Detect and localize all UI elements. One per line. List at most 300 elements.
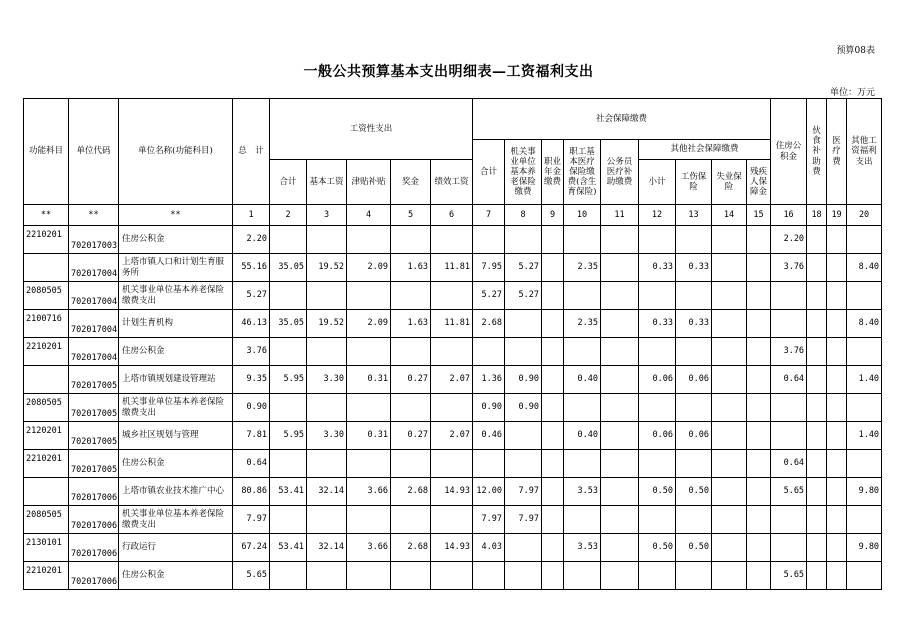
header-performance-wage: 绩效工资	[431, 160, 473, 205]
amount-cell-c3: 19.52	[307, 310, 347, 338]
amount-cell-c7: 12.00	[473, 478, 505, 506]
amount-cell-total: 67.24	[233, 534, 270, 562]
amount-cell-c11	[601, 310, 639, 338]
column-index-cell: 12	[639, 205, 676, 226]
amount-cell-c10: 2.35	[564, 254, 601, 282]
header-bonus: 奖金	[391, 160, 431, 205]
amount-cell-c7: 0.46	[473, 422, 505, 450]
amount-cell-total: 2.20	[233, 226, 270, 254]
amount-cell-c16: 3.76	[771, 338, 807, 366]
amount-cell-total: 0.64	[233, 450, 270, 478]
amount-cell-c14	[712, 422, 747, 450]
amount-cell-c13: 0.50	[676, 534, 712, 562]
header-allowance: 津贴补贴	[347, 160, 391, 205]
amount-cell-c13	[676, 506, 712, 534]
amount-cell-c16	[771, 282, 807, 310]
amount-cell-c14	[712, 394, 747, 422]
amount-cell-c4: 2.09	[347, 254, 391, 282]
amount-cell-c14	[712, 562, 747, 590]
amount-cell-c18	[807, 394, 827, 422]
amount-cell-c7: 0.90	[473, 394, 505, 422]
amount-cell-c4: 2.09	[347, 310, 391, 338]
column-index-cell: 14	[712, 205, 747, 226]
unit-code-cell: 702017006	[69, 506, 119, 534]
amount-cell-c4	[347, 562, 391, 590]
amount-cell-c7	[473, 562, 505, 590]
amount-cell-c2	[270, 282, 307, 310]
amount-cell-c13	[676, 226, 712, 254]
unit-code-cell: 702017006	[69, 534, 119, 562]
amount-cell-total: 0.90	[233, 394, 270, 422]
column-index-cell: 11	[601, 205, 639, 226]
amount-cell-total: 55.16	[233, 254, 270, 282]
amount-cell-c3	[307, 338, 347, 366]
amount-cell-c12	[639, 562, 676, 590]
amount-cell-c20	[847, 450, 882, 478]
amount-cell-c6: 2.07	[431, 366, 473, 394]
amount-cell-c5: 1.63	[391, 310, 431, 338]
amount-cell-c6: 14.93	[431, 534, 473, 562]
function-code-cell: 2080505	[24, 506, 69, 534]
amount-cell-c20: 8.40	[847, 310, 882, 338]
amount-cell-c11	[601, 450, 639, 478]
amount-cell-c8	[505, 226, 542, 254]
header-total: 总 计	[233, 99, 270, 205]
amount-cell-c10	[564, 338, 601, 366]
amount-cell-c8	[505, 422, 542, 450]
amount-cell-c20	[847, 394, 882, 422]
amount-cell-c8	[505, 534, 542, 562]
amount-cell-c4	[347, 226, 391, 254]
amount-cell-c14	[712, 310, 747, 338]
amount-cell-c14	[712, 506, 747, 534]
header-injury-insurance: 工伤保险	[676, 160, 712, 205]
amount-cell-c6	[431, 338, 473, 366]
amount-cell-c13	[676, 394, 712, 422]
amount-cell-c14	[712, 534, 747, 562]
amount-cell-c7: 5.27	[473, 282, 505, 310]
amount-cell-c8: 7.97	[505, 478, 542, 506]
amount-cell-c8	[505, 310, 542, 338]
amount-cell-c6	[431, 226, 473, 254]
amount-cell-c9	[542, 506, 564, 534]
amount-cell-c6	[431, 394, 473, 422]
amount-cell-c12: 0.50	[639, 478, 676, 506]
unit-name-cell: 住房公积金	[119, 338, 233, 366]
amount-cell-c11	[601, 394, 639, 422]
amount-cell-c15	[747, 366, 771, 394]
function-code-cell: 2130101	[24, 534, 69, 562]
amount-cell-total: 5.65	[233, 562, 270, 590]
amount-cell-c4: 3.66	[347, 478, 391, 506]
unit-code-cell: 702017004	[69, 254, 119, 282]
amount-cell-c3	[307, 450, 347, 478]
amount-cell-c10: 2.35	[564, 310, 601, 338]
amount-cell-c7: 4.03	[473, 534, 505, 562]
amount-cell-total: 3.76	[233, 338, 270, 366]
unit-name-cell: 机关事业单位基本养老保险缴费支出	[119, 506, 233, 534]
header-pension-insurance: 机关事业单位基本养老保险缴费	[505, 140, 542, 205]
amount-cell-c13: 0.50	[676, 478, 712, 506]
amount-cell-c13	[676, 282, 712, 310]
amount-cell-c3	[307, 282, 347, 310]
amount-cell-c19	[827, 478, 847, 506]
amount-cell-total: 9.35	[233, 366, 270, 394]
column-index-cell: 9	[542, 205, 564, 226]
table-row	[24, 226, 882, 254]
amount-cell-c5	[391, 394, 431, 422]
table-row	[24, 478, 882, 506]
amount-cell-c4	[347, 338, 391, 366]
amount-cell-c16: 5.65	[771, 562, 807, 590]
amount-cell-c13	[676, 450, 712, 478]
header-other-social-group: 其他社会保障缴费	[639, 140, 771, 160]
amount-cell-c6: 2.07	[431, 422, 473, 450]
amount-cell-c20	[847, 338, 882, 366]
budget-table	[23, 98, 882, 590]
function-code-cell: 2080505	[24, 394, 69, 422]
amount-cell-c15	[747, 310, 771, 338]
header-occupational-annuity: 职业年金缴费	[542, 140, 564, 205]
amount-cell-c14	[712, 254, 747, 282]
table-row	[24, 310, 882, 338]
header-unemployment-insurance: 失业保险	[712, 160, 747, 205]
column-index-cell: 7	[473, 205, 505, 226]
amount-cell-c5: 2.68	[391, 534, 431, 562]
amount-cell-c3	[307, 562, 347, 590]
function-code-cell	[24, 478, 69, 506]
table-row	[24, 282, 882, 310]
amount-cell-c7	[473, 338, 505, 366]
amount-cell-c8: 5.27	[505, 282, 542, 310]
amount-cell-c10	[564, 450, 601, 478]
unit-code-cell: 702017004	[69, 338, 119, 366]
unit-code-cell: 702017003	[69, 226, 119, 254]
unit-name-cell: 城乡社区规划与管理	[119, 422, 233, 450]
amount-cell-c5: 1.63	[391, 254, 431, 282]
amount-cell-c15	[747, 394, 771, 422]
amount-cell-c5: 2.68	[391, 478, 431, 506]
unit-name-cell: 上塔市镇人口和计划生育服务所	[119, 254, 233, 282]
amount-cell-c18	[807, 366, 827, 394]
amount-cell-c20	[847, 282, 882, 310]
amount-cell-c6	[431, 562, 473, 590]
column-index-cell: 6	[431, 205, 473, 226]
unit-code-cell: 702017004	[69, 310, 119, 338]
amount-cell-c4	[347, 394, 391, 422]
amount-cell-c2: 5.95	[270, 422, 307, 450]
amount-cell-c5	[391, 282, 431, 310]
header-social-group: 社会保障缴费	[473, 99, 771, 140]
amount-cell-c20	[847, 562, 882, 590]
amount-cell-c11	[601, 254, 639, 282]
function-code-cell: 2080505	[24, 282, 69, 310]
amount-cell-c2: 35.05	[270, 310, 307, 338]
amount-cell-c14	[712, 478, 747, 506]
header-basic-wage: 基本工资	[307, 160, 347, 205]
amount-cell-c19	[827, 282, 847, 310]
header-salary-total: 合计	[270, 160, 307, 205]
amount-cell-c14	[712, 226, 747, 254]
unit-name-cell: 住房公积金	[119, 226, 233, 254]
table-row	[24, 394, 882, 422]
column-index-cell: 15	[747, 205, 771, 226]
amount-cell-c5	[391, 226, 431, 254]
unit-code-cell: 702017006	[69, 478, 119, 506]
amount-cell-c5: 0.27	[391, 422, 431, 450]
amount-cell-c12	[639, 450, 676, 478]
table-row	[24, 562, 882, 590]
header-other-subtotal: 小计	[639, 160, 676, 205]
amount-cell-c10: 0.40	[564, 422, 601, 450]
unit-code-cell: 702017006	[69, 562, 119, 590]
amount-cell-c18	[807, 226, 827, 254]
header-name: 单位名称(功能科目)	[119, 99, 233, 205]
amount-cell-c6: 11.81	[431, 254, 473, 282]
column-index-cell: **	[69, 205, 119, 226]
amount-cell-c16	[771, 534, 807, 562]
amount-cell-c16	[771, 506, 807, 534]
amount-cell-total: 46.13	[233, 310, 270, 338]
amount-cell-c2: 5.95	[270, 366, 307, 394]
column-index-cell: 20	[847, 205, 882, 226]
amount-cell-c4: 0.31	[347, 366, 391, 394]
amount-cell-c2: 53.41	[270, 478, 307, 506]
amount-cell-c15	[747, 226, 771, 254]
amount-cell-c6	[431, 506, 473, 534]
table-row	[24, 422, 882, 450]
amount-cell-c18	[807, 254, 827, 282]
amount-cell-c5	[391, 506, 431, 534]
function-code-cell	[24, 366, 69, 394]
amount-cell-c2: 53.41	[270, 534, 307, 562]
amount-cell-c8	[505, 450, 542, 478]
amount-cell-c10: 3.53	[564, 534, 601, 562]
amount-cell-c4	[347, 450, 391, 478]
amount-cell-c2	[270, 562, 307, 590]
table-row	[24, 450, 882, 478]
amount-cell-c19	[827, 254, 847, 282]
function-code-cell	[24, 254, 69, 282]
amount-cell-c11	[601, 534, 639, 562]
header-other-welfare: 其他工资福利支出	[847, 99, 882, 205]
table-row	[24, 506, 882, 534]
amount-cell-c11	[601, 422, 639, 450]
amount-cell-c19	[827, 450, 847, 478]
amount-cell-c19	[827, 310, 847, 338]
column-index-cell: 8	[505, 205, 542, 226]
amount-cell-c9	[542, 422, 564, 450]
amount-cell-c5: 0.27	[391, 366, 431, 394]
amount-cell-c2: 35.05	[270, 254, 307, 282]
amount-cell-c8	[505, 562, 542, 590]
header-meal-allowance: 伙食补助费	[807, 99, 827, 205]
amount-cell-c16	[771, 310, 807, 338]
amount-cell-c16	[771, 422, 807, 450]
amount-cell-total: 7.81	[233, 422, 270, 450]
amount-cell-c11	[601, 366, 639, 394]
amount-cell-c2	[270, 506, 307, 534]
amount-cell-c6: 14.93	[431, 478, 473, 506]
header-medical: 医疗费	[827, 99, 847, 205]
amount-cell-c18	[807, 310, 827, 338]
amount-cell-c8: 5.27	[505, 254, 542, 282]
amount-cell-c18	[807, 562, 827, 590]
amount-cell-c15	[747, 338, 771, 366]
amount-cell-c9	[542, 534, 564, 562]
amount-cell-c3: 19.52	[307, 254, 347, 282]
amount-cell-c14	[712, 450, 747, 478]
amount-cell-c13: 0.06	[676, 422, 712, 450]
amount-cell-c18	[807, 506, 827, 534]
amount-cell-c16: 0.64	[771, 450, 807, 478]
amount-cell-c9	[542, 254, 564, 282]
amount-cell-c15	[747, 450, 771, 478]
amount-cell-c12	[639, 394, 676, 422]
amount-cell-c9	[542, 562, 564, 590]
amount-cell-c20: 9.80	[847, 478, 882, 506]
amount-cell-c16	[771, 394, 807, 422]
function-code-cell: 2120201	[24, 422, 69, 450]
amount-cell-c9	[542, 450, 564, 478]
amount-cell-c18	[807, 422, 827, 450]
amount-cell-c13	[676, 338, 712, 366]
amount-cell-c12	[639, 226, 676, 254]
amount-cell-c18	[807, 450, 827, 478]
unit-label: 单位：万元	[829, 88, 875, 98]
amount-cell-c19	[827, 394, 847, 422]
amount-cell-c7	[473, 226, 505, 254]
amount-cell-total: 80.86	[233, 478, 270, 506]
amount-cell-c6: 11.81	[431, 310, 473, 338]
page-title: 一般公共预算基本支出明细表—工资福利支出	[303, 64, 594, 80]
amount-cell-c16: 2.20	[771, 226, 807, 254]
amount-cell-c14	[712, 366, 747, 394]
amount-cell-c3	[307, 226, 347, 254]
amount-cell-c2	[270, 338, 307, 366]
table-row	[24, 338, 882, 366]
amount-cell-c15	[747, 478, 771, 506]
amount-cell-c13: 0.33	[676, 310, 712, 338]
column-index-cell: 18	[807, 205, 827, 226]
amount-cell-c15	[747, 506, 771, 534]
amount-cell-c12: 0.06	[639, 366, 676, 394]
amount-cell-c9	[542, 282, 564, 310]
column-index-cell: 3	[307, 205, 347, 226]
column-index-cell: 4	[347, 205, 391, 226]
amount-cell-c15	[747, 254, 771, 282]
amount-cell-c4	[347, 282, 391, 310]
unit-name-cell: 上塔市镇农业技术推广中心	[119, 478, 233, 506]
amount-cell-c11	[601, 282, 639, 310]
function-code-cell: 2100716	[24, 310, 69, 338]
unit-name-cell: 计划生育机构	[119, 310, 233, 338]
amount-cell-c12: 0.33	[639, 310, 676, 338]
amount-cell-c6	[431, 450, 473, 478]
amount-cell-c16: 5.65	[771, 478, 807, 506]
amount-cell-c8: 0.90	[505, 366, 542, 394]
amount-cell-c9	[542, 366, 564, 394]
amount-cell-c3: 3.30	[307, 422, 347, 450]
amount-cell-c13: 0.33	[676, 254, 712, 282]
form-number: 预算08表	[836, 46, 875, 56]
amount-cell-c4	[347, 506, 391, 534]
amount-cell-c7	[473, 450, 505, 478]
amount-cell-c19	[827, 534, 847, 562]
amount-cell-c20: 1.40	[847, 366, 882, 394]
amount-cell-c14	[712, 338, 747, 366]
amount-cell-c10	[564, 394, 601, 422]
unit-name-cell: 住房公积金	[119, 450, 233, 478]
amount-cell-c9	[542, 226, 564, 254]
amount-cell-c9	[542, 338, 564, 366]
unit-name-cell: 行政运行	[119, 534, 233, 562]
amount-cell-c2	[270, 226, 307, 254]
function-code-cell: 2210201	[24, 338, 69, 366]
unit-code-cell: 702017004	[69, 282, 119, 310]
amount-cell-c13	[676, 562, 712, 590]
header-func: 功能科目	[24, 99, 69, 205]
unit-code-cell: 702017005	[69, 394, 119, 422]
amount-cell-c19	[827, 562, 847, 590]
amount-cell-c12	[639, 338, 676, 366]
amount-cell-c2	[270, 450, 307, 478]
function-code-cell: 2210201	[24, 450, 69, 478]
column-index-cell: **	[119, 205, 233, 226]
column-index-cell: **	[24, 205, 69, 226]
amount-cell-c3: 32.14	[307, 478, 347, 506]
unit-name-cell: 住房公积金	[119, 562, 233, 590]
function-code-cell: 2210201	[24, 562, 69, 590]
amount-cell-c10	[564, 562, 601, 590]
unit-name-cell: 机关事业单位基本养老保险缴费支出	[119, 394, 233, 422]
amount-cell-c3	[307, 506, 347, 534]
amount-cell-c12: 0.06	[639, 422, 676, 450]
amount-cell-c4: 0.31	[347, 422, 391, 450]
table-row	[24, 254, 882, 282]
function-code-cell: 2210201	[24, 226, 69, 254]
header-code: 单位代码	[69, 99, 119, 205]
amount-cell-c7: 7.97	[473, 506, 505, 534]
unit-code-cell: 702017005	[69, 422, 119, 450]
column-index-cell: 5	[391, 205, 431, 226]
column-index-cell: 19	[827, 205, 847, 226]
amount-cell-c9	[542, 310, 564, 338]
amount-cell-c11	[601, 226, 639, 254]
amount-cell-c15	[747, 282, 771, 310]
amount-cell-c19	[827, 226, 847, 254]
amount-cell-c2	[270, 394, 307, 422]
amount-cell-c11	[601, 506, 639, 534]
amount-cell-c18	[807, 478, 827, 506]
amount-cell-c6	[431, 282, 473, 310]
amount-cell-total: 5.27	[233, 282, 270, 310]
amount-cell-c15	[747, 422, 771, 450]
amount-cell-c4: 3.66	[347, 534, 391, 562]
amount-cell-c10: 0.40	[564, 366, 601, 394]
column-index-row	[24, 205, 882, 226]
header-housing-fund: 住房公积金	[771, 99, 807, 205]
amount-cell-c13: 0.06	[676, 366, 712, 394]
amount-cell-c8: 0.90	[505, 394, 542, 422]
amount-cell-c11	[601, 562, 639, 590]
amount-cell-c8: 7.97	[505, 506, 542, 534]
amount-cell-c16: 3.76	[771, 254, 807, 282]
column-index-cell: 10	[564, 205, 601, 226]
amount-cell-c7: 2.68	[473, 310, 505, 338]
header-salary-group: 工资性支出	[270, 99, 473, 160]
amount-cell-c5	[391, 338, 431, 366]
